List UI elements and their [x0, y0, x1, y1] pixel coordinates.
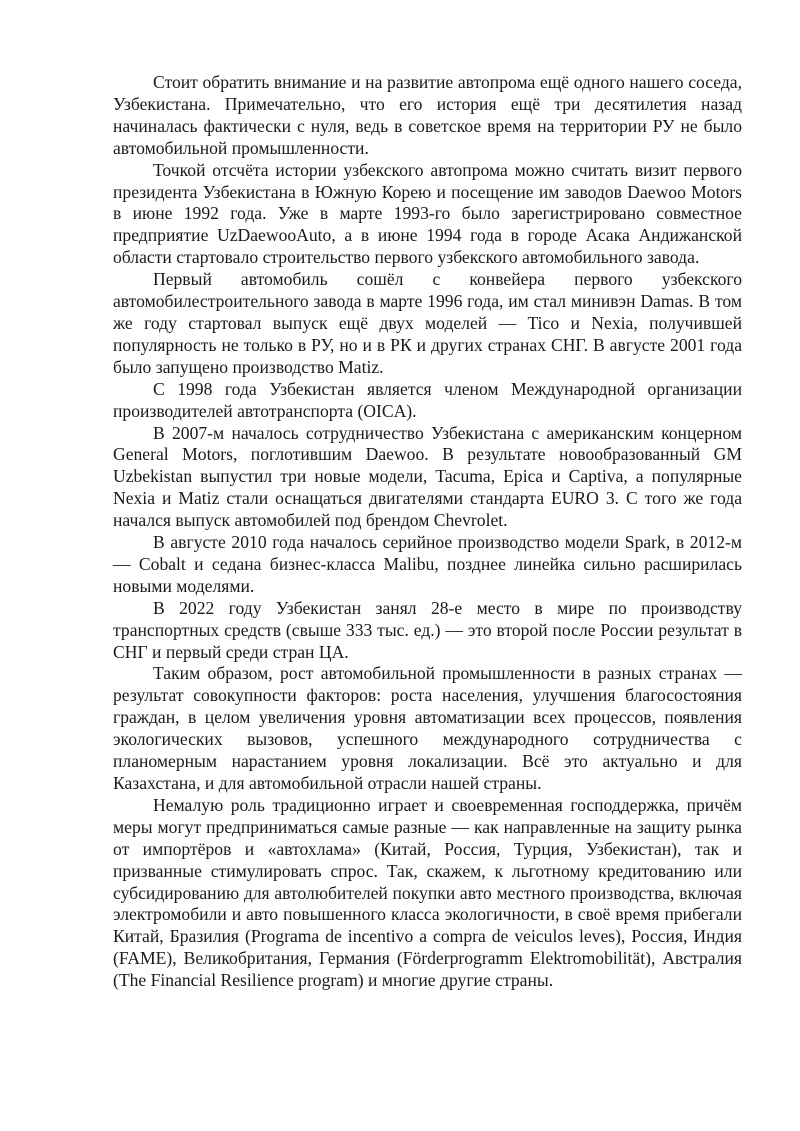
paragraph-daewoo-origins: Точкой отсчёта истории узбекского автопрома можно считать визит первого президента Узбекистана в Южную Корею и посещение им заводов Daewoo Motors в июне 1992 года. Уже в марте 1993-го было зарегистрировано совместное предприятие UzDaewooAuto, а в июне 1994 года в городе Асака Андижанской области стартовало строительство первого узбекского автомобильного завода. — [113, 159, 742, 268]
document-page — [113, 72, 742, 992]
paragraph-state-support: Немалую роль традиционно играет и своевременная господдержка, причём меры могут предприниматься самые разные — как направленные на защиту рынка от импортёров и «автохлама» (Китай, Россия, Турция, Узбекистан), так и призванные стимулировать спрос. Так, скажем, к льготному кредитованию или субсидированию для автолюбителей покупки авто местного производства, включая электромобили и авто повышенного класса экологичности, в своё время прибегали Китай, Бразилия (Programa de incentivo a compra de veiculos leves), Россия, Индия (FAME), Великобритания, Германия (Förderprogramm Elektromobilität), Австралия (The Financial Resilience program) и многие другие страны. — [113, 794, 742, 991]
paragraph-oica: С 1998 года Узбекистан является членом Международной организации производителей автотранспорта (OICA). — [113, 378, 742, 421]
paragraph-uzbekistan-intro: Стоит обратить внимание и на развитие автопрома ещё одного нашего соседа, Узбекистана. Примечательно, что его история ещё три десятилетия назад начиналась фактически с нуля, ведь в советское время на территории РУ не было автомобильной промышленности. — [113, 72, 742, 158]
paragraph-first-car: Первый автомобиль сошёл с конвейера первого узбекского автомобилестроительного завода в марте 1996 года, им стал минивэн Damas. В том же году стартовал выпуск ещё двух моделей — Tico и Nexia, получившей популярность не только в РУ, но и в РК и других странах СНГ. В августе 2001 года было запущено производство Matiz. — [113, 269, 742, 377]
paragraph-2022-ranking: В 2022 году Узбекистан занял 28-е место в мире по производству транспортных средств (свыше 333 тыс. ед.) — это второй после России результат в СНГ и первый среди стран ЦА. — [113, 597, 742, 662]
paragraph-spark-cobalt: В августе 2010 года началось серийное производство модели Spark, в 2012-м — Cobalt и седана бизнес-класса Malibu, позднее линейка сильно расширилась новыми моделями. — [113, 532, 742, 596]
paragraph-growth-factors: Таким образом, рост автомобильной промышленности в разных странах — результат совокупности факторов: роста населения, улучшения благосостояния граждан, в целом увеличения уровня автоматизации всех процессов, появления экологических вызовов, успешного международного сотрудничества с планомерным нарастанием уровня локализации. Всё это актуально и для Казахстана, и для автомобильной отрасли нашей страны. — [113, 663, 742, 793]
paragraph-general-motors: В 2007-м началось сотрудничество Узбекистана с американским концерном General Motors, поглотившим Daewoo. В результате новообразованный GM Uzbekistan выпустил три новые модели, Tacuma, Epica и Captiva, а популярные Nexia и Matiz стали оснащаться двигателями стандарта EURO 3. С того же года начался выпуск автомобилей под брендом Chevrolet. — [113, 422, 742, 531]
